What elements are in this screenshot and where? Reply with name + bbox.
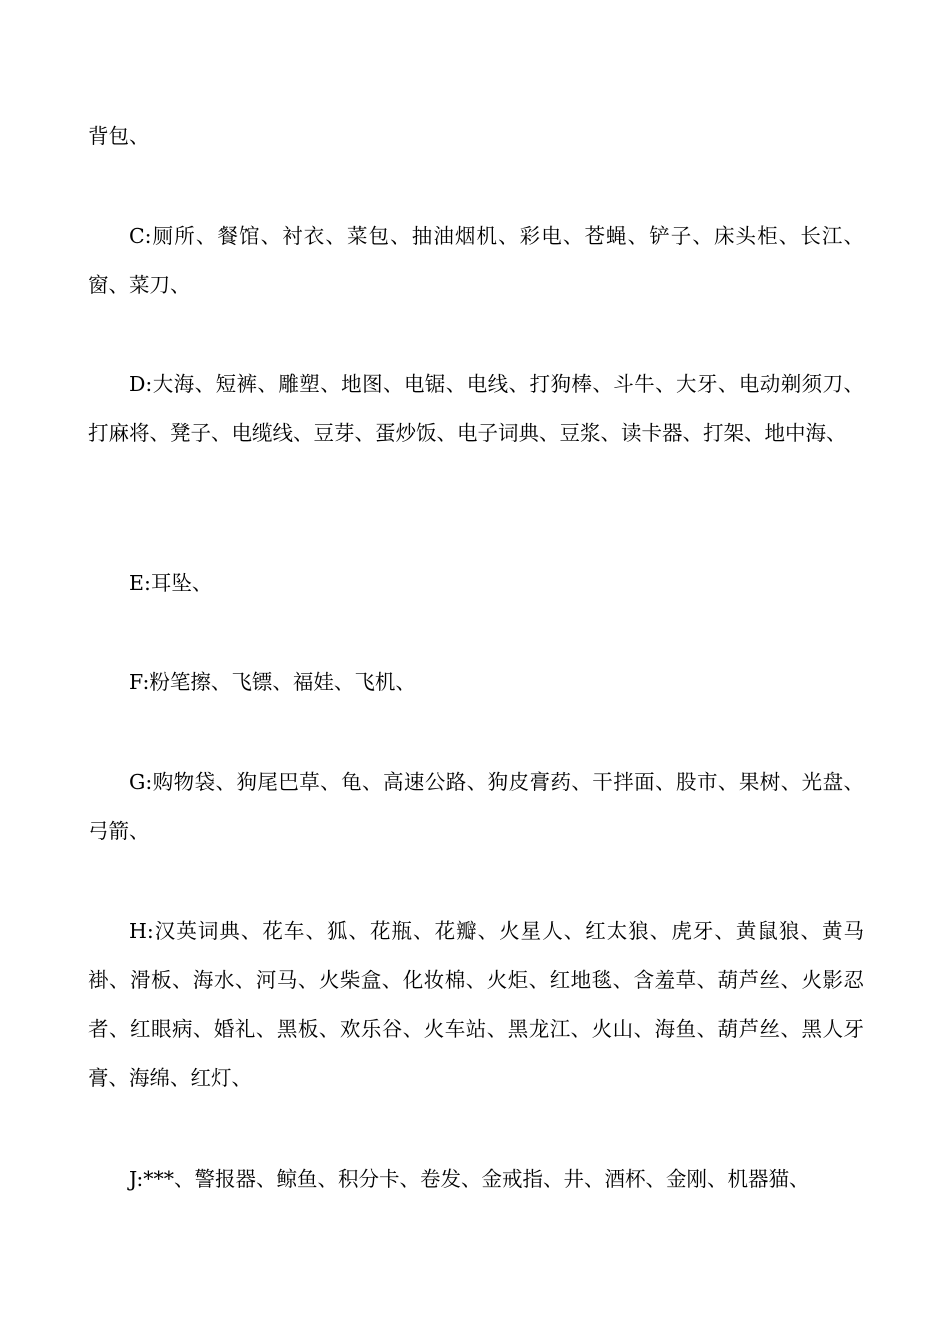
paragraph-letter-c: C:厕所、餐馆、衬衣、菜包、抽油烟机、彩电、苍蝇、铲子、床头柜、长江、窗、菜刀、: [88, 224, 864, 297]
paragraph-letter-j: J:***、警报器、鲸鱼、积分卡、卷发、金戒指、井、酒杯、金刚、机器猫、: [129, 1167, 810, 1191]
paragraph-letter-g: G:购物袋、狗尾巴草、龟、高速公路、狗皮膏药、干拌面、股市、果树、光盘、弓箭、: [88, 770, 864, 843]
paragraph-continuation: 背包、: [88, 124, 150, 148]
paragraph-letter-d: D:大海、短裤、雕塑、地图、电锯、电线、打狗棒、斗牛、大牙、电动剃须刀、打麻将、凳子、电缆线、豆芽、蛋炒饭、电子词典、豆浆、读卡器、打架、地中海、: [88, 372, 864, 445]
paragraph-letter-h: H:汉英词典、花车、狐、花瓶、花瓣、火星人、红太狼、虎牙、黄鼠狼、黄马褂、滑板、海水、河马、火柴盒、化妆棉、火炬、红地毯、含羞草、葫芦丝、火影忍者、红眼病、婚礼、黑板、欢乐谷、火车站、黑龙江、火山、海鱼、葫芦丝、黑人牙膏、海绵、红灯、: [88, 919, 864, 1090]
paragraph-letter-e: E:耳坠、: [129, 571, 213, 595]
paragraph-letter-f: F:粉笔擦、飞镖、福娃、飞机、: [129, 670, 416, 694]
